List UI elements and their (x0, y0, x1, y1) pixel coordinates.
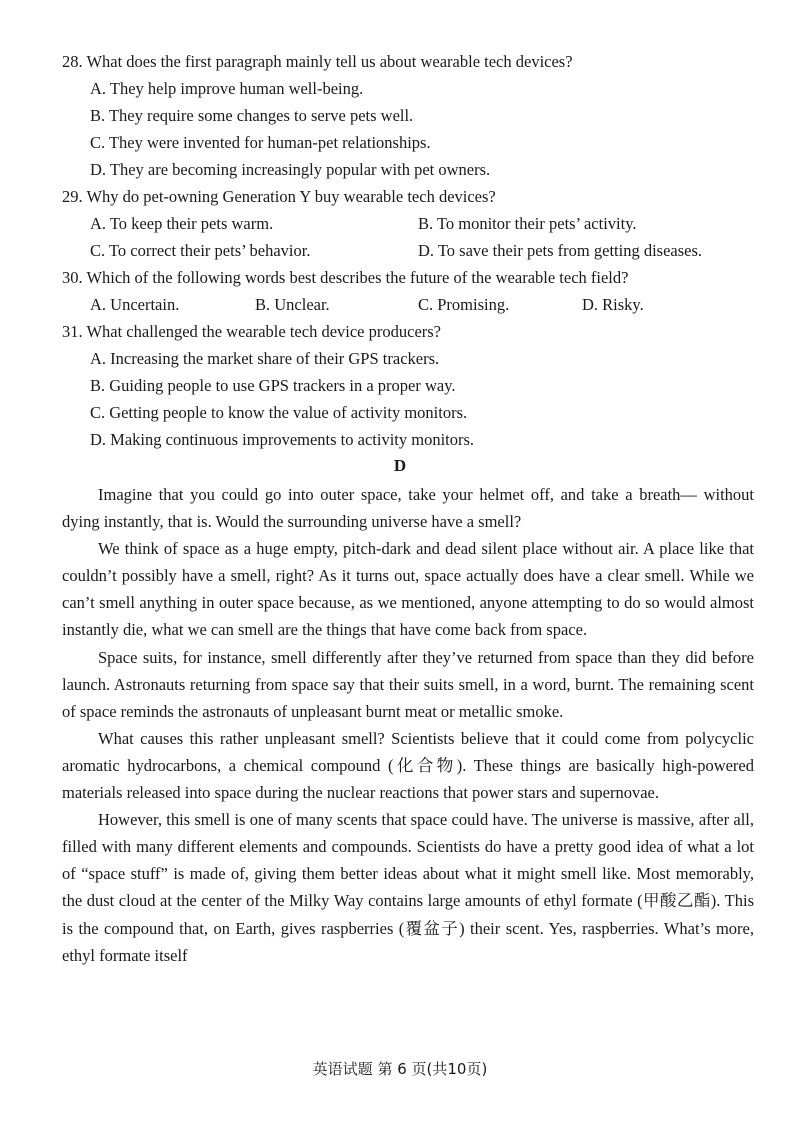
option-28-a: A. They help improve human well-being. (90, 79, 364, 98)
passage-paragraph: Imagine that you could go into outer space, take your helmet off, and take a breath— without dying instantly, that is. Would the surrounding universe have a smell? (62, 485, 754, 532)
option-28-d: D. They are becoming increasingly popular with pet owners. (90, 160, 491, 179)
option-29-c: C. To correct their pets’ behavior. (90, 241, 311, 260)
option-28-b: B. They require some changes to serve pets well. (90, 106, 414, 125)
option-31-b: B. Guiding people to use GPS trackers in a proper way. (90, 376, 456, 395)
option-29-b: B. To monitor their pets’ activity. (418, 214, 637, 233)
passage-paragraph: Space suits, for instance, smell differently after they’ve returned from space than they did before launch. Astronauts returning from space say that their suits smell, in a word, burnt. The remaining scent of space reminds the astronauts of unpleasant burnt meat or metallic smoke. (62, 647, 754, 721)
option-31-d: D. Making continuous improvements to activity monitors. (90, 430, 475, 449)
option-31-a: A. Increasing the market share of their GPS trackers. (90, 349, 440, 368)
question-31 (62, 322, 441, 342)
page-footer: 英语试题 第 6 页(共10页) (312, 1060, 488, 1078)
question-28 (62, 52, 573, 72)
option-31-c: C. Getting people to know the value of activity monitors. (90, 403, 468, 422)
passage-paragraph: We think of space as a huge empty, pitch-dark and dead silent place without air. A place like that couldn’t possibly have a smell, right? As it turns out, space actually does have a clear smell. While we can’t smell anything in outer space because, as we mentioned, anyone attempting to do so would almost instantly die, what we can smell are the things that have come back from space. (62, 539, 754, 640)
question-30 (62, 268, 628, 288)
passage-paragraph: What causes this rather unpleasant smell? Scientists believe that it could come from polycyclic aromatic hydrocarbons, a chemical compound (化合物). These things are basically high-powered materials released into space during the nuclear reactions that power stars and supernovae. (62, 728, 754, 803)
passage-paragraph: However, this smell is one of many scents that space could have. The universe is massive, after all, filled with many different elements and compounds. Scientists do have a pretty good idea of what a lot of “space stuff” is made of, giving them better ideas about what it might smell like. Most memorably, the dust cloud at the center of the Milky Way contains large amounts of ethyl formate (甲酸乙酯). This is the compound that, on Earth, gives raspberries (覆盆子) their scent. Yes, raspberries. What’s more, ethyl formate itself (62, 810, 754, 965)
option-28-c: C. They were invented for human-pet relationships. (90, 133, 431, 152)
question-29 (62, 187, 496, 207)
question-stem: What does the first paragraph mainly tell us about wearable tech devices? (86, 52, 573, 71)
question-number: 28. (62, 52, 83, 71)
question-number: 30. (62, 268, 83, 287)
option-30-b: B. Unclear. (255, 295, 330, 314)
question-number: 29. (62, 187, 83, 206)
option-30-d: D. Risky. (582, 295, 644, 314)
option-30-a: A. Uncertain. (90, 295, 180, 314)
question-number: 31. (62, 322, 83, 341)
option-29-d: D. To save their pets from getting diseases. (418, 241, 703, 260)
question-stem: What challenged the wearable tech device producers? (86, 322, 442, 341)
question-stem: Why do pet-owning Generation Y buy wearable tech devices? (86, 187, 496, 206)
question-stem: Which of the following words best describes the future of the wearable tech field? (86, 268, 629, 287)
passage (62, 481, 754, 969)
option-29-a: A. To keep their pets warm. (90, 214, 274, 233)
section-heading: D (393, 456, 407, 475)
option-30-c: C. Promising. (418, 295, 510, 314)
